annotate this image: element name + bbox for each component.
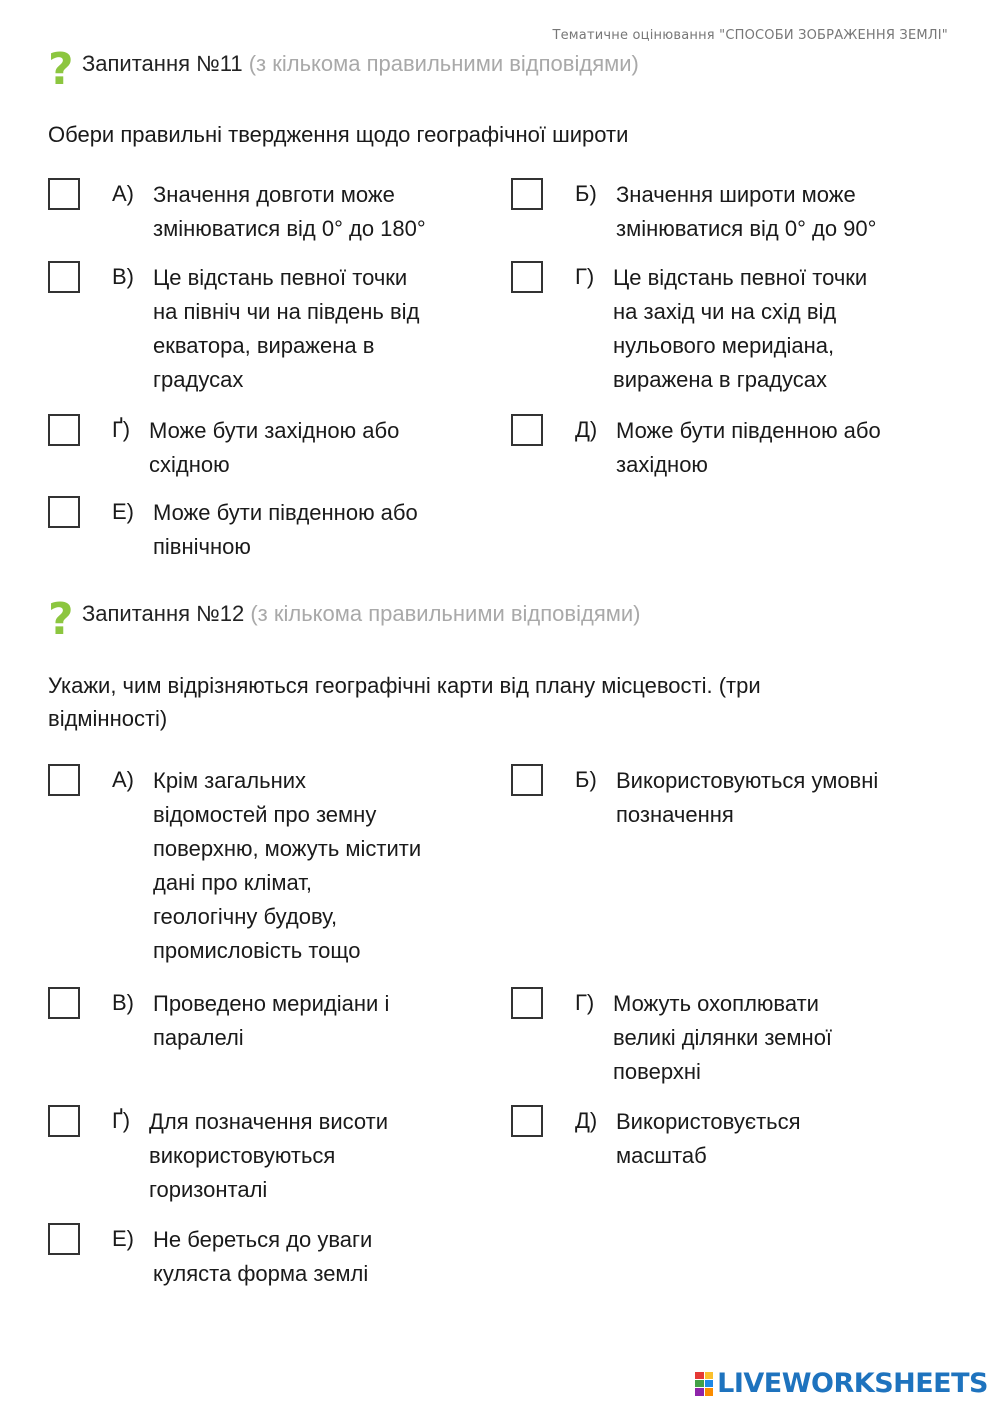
question-subtitle: (з кількома правильними відповідями): [250, 601, 641, 626]
question-mark-icon: ?: [48, 44, 74, 95]
checkbox[interactable]: [48, 496, 80, 528]
option-text: Проведено меридіани і паралелі: [153, 991, 390, 1050]
option-letter: Г): [575, 264, 595, 289]
option-text: Використовується масштаб: [616, 1109, 801, 1168]
option-letter: А): [112, 767, 134, 792]
checkbox[interactable]: [511, 261, 543, 293]
checkbox[interactable]: [48, 1105, 80, 1137]
logo-mark-icon: [695, 1372, 713, 1396]
checkbox[interactable]: [511, 987, 543, 1019]
question-subtitle: (з кількома правильними відповідями): [248, 51, 639, 76]
liveworksheets-logo: [695, 1368, 988, 1399]
option-text: Для позначення висоти використовуються горизонталі: [149, 1109, 389, 1202]
option-letter: Д): [575, 417, 598, 442]
option-text: Крім загальних відомостей про земну поверхню, можуть містити дані про клімат, геологічну будову, промисловість тощо: [153, 768, 422, 963]
option-text: Може бути південною або західною: [616, 418, 881, 477]
option-text: Може бути південною або північною: [153, 500, 418, 559]
option-letter: В): [112, 990, 134, 1015]
question-title: Запитання №11: [82, 51, 243, 76]
option-text: Значення довготи може змінюватися від 0° до 180°: [153, 182, 426, 241]
checkbox[interactable]: [48, 764, 80, 796]
option-text: Не береться до уваги куляста форма землі: [153, 1227, 373, 1286]
option-letter: Ґ): [112, 417, 131, 442]
question-title: Запитання №12: [82, 601, 245, 626]
option-text: Використовуються умовні позначення: [616, 768, 879, 827]
option-letter: Б): [575, 181, 597, 206]
checkbox[interactable]: [511, 764, 543, 796]
question-prompt: Укажи, чим відрізняються географічні карти від плану місцевості. (три відмінності): [48, 673, 761, 731]
option-text: Це відстань певної точки на північ чи на південь від екватора, виражена в градусах: [153, 265, 420, 392]
option-letter: Е): [112, 1226, 134, 1251]
option-letter: Б): [575, 767, 597, 792]
option-letter: В): [112, 264, 134, 289]
checkbox[interactable]: [48, 987, 80, 1019]
checkbox[interactable]: [511, 414, 543, 446]
question-mark-icon: ?: [48, 594, 74, 645]
checkbox[interactable]: [511, 178, 543, 210]
option-letter: Е): [112, 499, 134, 524]
option-text: Може бути західною або східною: [149, 418, 400, 477]
checkbox[interactable]: [48, 414, 80, 446]
checkbox[interactable]: [48, 261, 80, 293]
option-text: Це відстань певної точки на захід чи на схід від нульового меридіана, виражена в градусах: [613, 265, 868, 392]
option-letter: А): [112, 181, 134, 206]
option-letter: Г): [575, 990, 595, 1015]
worksheet-header: Тематичне оцінювання "СПОСОБИ ЗОБРАЖЕННЯ ЗЕМЛІ": [552, 28, 948, 43]
option-letter: Ґ): [112, 1108, 131, 1133]
option-text: Можуть охоплювати великі ділянки земної поверхні: [613, 991, 833, 1084]
checkbox[interactable]: [48, 1223, 80, 1255]
option-letter: Д): [575, 1108, 598, 1133]
option-text: Значення широти може змінюватися від 0° до 90°: [616, 182, 877, 241]
checkbox[interactable]: [48, 178, 80, 210]
checkbox[interactable]: [511, 1105, 543, 1137]
question-prompt: Обери правильні твердження щодо географічної широти: [48, 122, 629, 147]
logo-text: LIVEWORKSHEETS: [717, 1368, 988, 1399]
